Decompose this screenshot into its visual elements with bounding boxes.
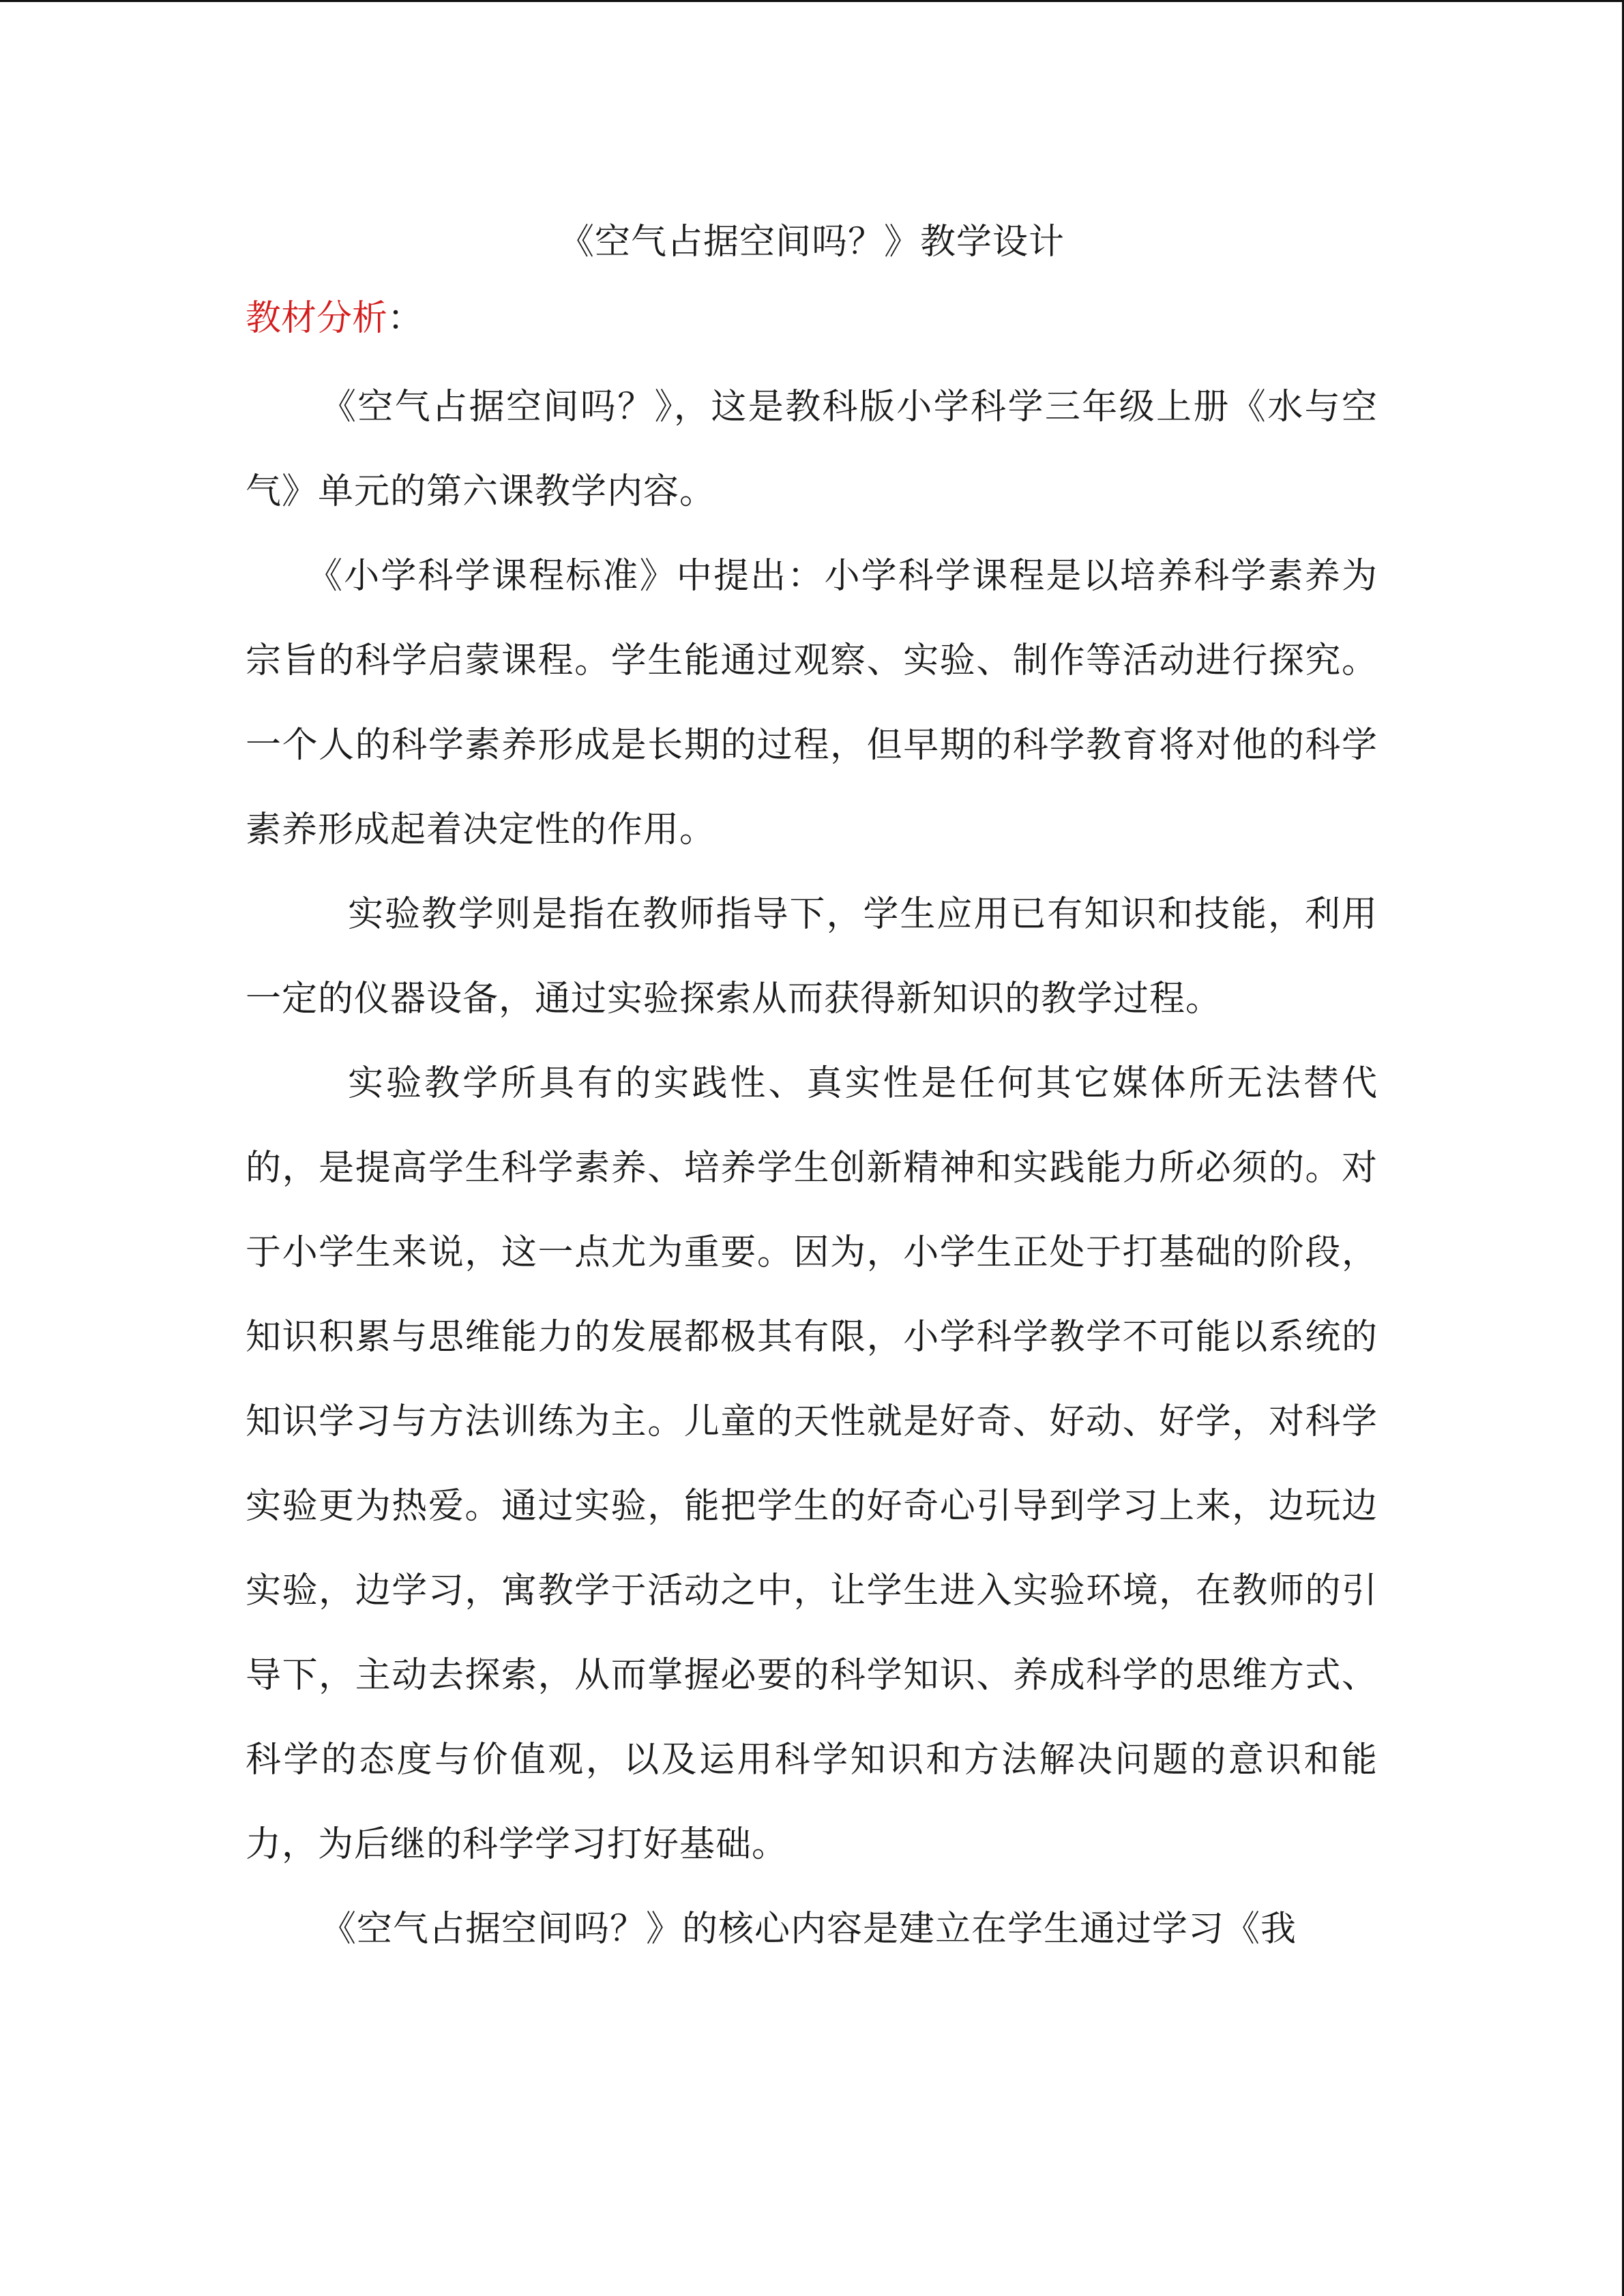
paragraph-3: 实验教学则是指在教师指导下，学生应用已有知识和技能，利用一定的仪器设备，通过实验探索从而获得新知识的教学过程。 bbox=[246, 894, 1378, 1019]
paragraph-4: 实验教学所具有的实践性、真实性是任何其它媒体所无法替代的，是提高学生科学素养、培养学生创新精神和实践能力所必须的。对于小学生来说，这一点尤为重要。因为，小学生正处于打基础的阶段，知识积累与思维能力的发展都极其有限，小学科学教学不可能以系统的知识学习与方法训练为主。儿童的天性就是好奇、好动、好学，对科学实验更为热爱。通过实验，能把学生的好奇心引导到学习上来，边玩边实验，边学习，寓教学于活动之中，让学生进入实验环境，在教师的引导下，主动去探索，从而掌握必要的科学知识、养成科学的思维方式、科学的态度与价值观，以及运用科学知识和方法解决问题的意识和能力，为后继的科学学习打好基础。 bbox=[246, 1063, 1378, 1865]
paragraph-1: 《空气占据空间吗？》，这是教科版小学科学三年级上册《水与空气》单元的第六课教学内容。 bbox=[246, 387, 1378, 512]
document-body bbox=[246, 207, 1378, 1971]
section-heading-label: 教材分析 bbox=[246, 298, 388, 339]
paragraph-2: 《小学科学课程标准》中提出：小学科学课程是以培养科学素养为宗旨的科学启蒙课程。学生能通过观察、实验、制作等活动进行探究。一个人的科学素养形成是长期的过程，但早期的科学教育将对他的科学素养形成起着决定性的作用。 bbox=[246, 556, 1378, 850]
paragraph-5: 《空气占据空间吗？》的核心内容是建立在学生通过学习《我 bbox=[321, 1909, 1297, 1950]
section-heading bbox=[246, 283, 1378, 354]
section-heading-colon: ： bbox=[387, 298, 424, 339]
document-title: 《空气占据空间吗？》教学设计 bbox=[558, 222, 1065, 263]
